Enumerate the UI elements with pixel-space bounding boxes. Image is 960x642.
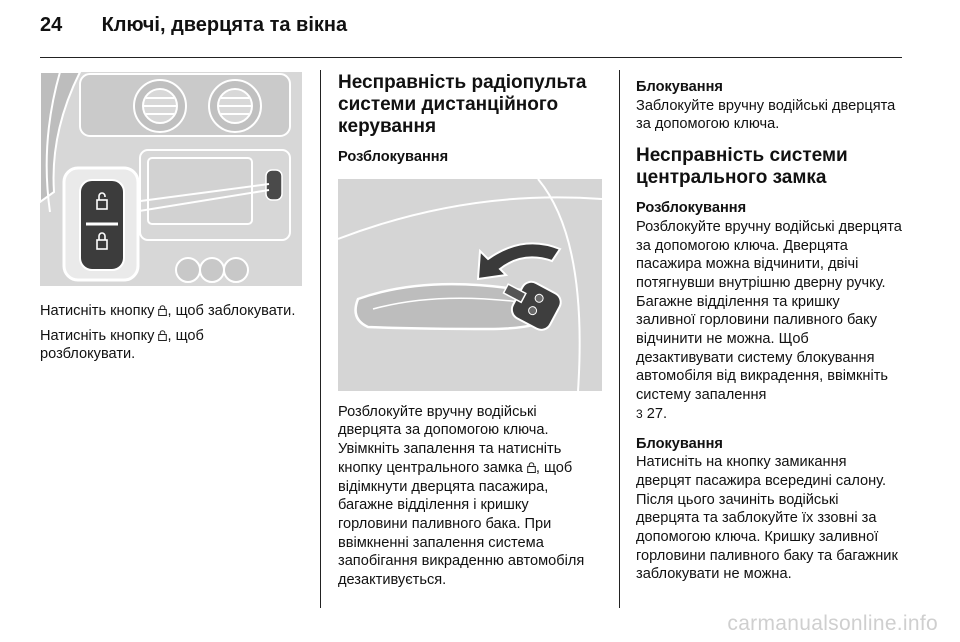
unlock-heading: Розблокування <box>636 200 747 217</box>
header-rule <box>40 57 902 58</box>
watermark: carmanualsonline.info <box>727 612 938 635</box>
lock-open-icon <box>527 462 536 473</box>
lock-instruction <box>40 302 302 321</box>
lock-heading: Блокування <box>636 79 723 95</box>
reference-page: 27. <box>642 405 668 422</box>
column-divider <box>619 70 620 608</box>
unlock-instruction <box>40 327 302 364</box>
lock-text: Заблокуйте вручну водійські дверцята за допомогою ключа. <box>636 97 896 133</box>
page-reference <box>636 406 667 422</box>
lock-text-2: Натисніть на кнопку замикання дверцят пасажира всередині салону. Після цього зачиніть водійські дверцята та заблокуйте їх ззовні за допомогою ключа. Кришку заливної горловини паливного баку та багажник заблокувати не можна. <box>636 454 898 583</box>
column-2 <box>338 72 602 590</box>
remote-fault-text <box>338 403 602 590</box>
dashboard-illustration <box>40 72 302 286</box>
page-number: 24 <box>40 14 63 36</box>
text-part: , щоб відімкнути дверцята пасажира, багажне відділення і кришку горловини паливного бака. При ввімкненні запалення система запобігання викраденню автомобіля дезактивується. <box>338 459 585 589</box>
unlock-text <box>636 218 902 424</box>
page-header <box>40 14 347 37</box>
page-title: Ключі, дверцята та вікна <box>101 14 348 36</box>
text-part: , щоб заблокувати. <box>167 303 296 319</box>
column-3 <box>636 78 902 584</box>
column-divider <box>320 70 321 608</box>
subsection-heading: Розблокування <box>338 149 449 165</box>
door-key-illustration <box>338 179 602 391</box>
text-part: , щоб розблокувати. <box>40 327 204 363</box>
column-1 <box>40 72 302 364</box>
text-part: Натисніть кнопку <box>40 303 159 319</box>
text-part: Натисніть кнопку <box>40 327 159 344</box>
section-heading: Несправність радіопульта системи дистанційного керування <box>338 72 587 137</box>
text-part: Розблокуйте вручну водійські дверцята за допомогою ключа. Увімкніть запалення та натисніть кнопку центрального замка <box>338 403 562 476</box>
section-heading: Несправність системи центрального замка <box>636 145 848 189</box>
text-part: Розблокуйте вручну водійські дверцята за допомогою ключа. Дверцята пасажира можна відчинити, двічі потягнувши внутрішню дверну ручку. Багажне відділення та кришку заливної горловини паливного баку відчинити не можна. Щоб дезактивувати систему блокування автомобіля від викрадення, ввімкніть систему запалення <box>636 218 902 404</box>
lock-heading-2: Блокування <box>636 435 723 452</box>
reference-arrow-icon: 3 <box>636 406 643 421</box>
